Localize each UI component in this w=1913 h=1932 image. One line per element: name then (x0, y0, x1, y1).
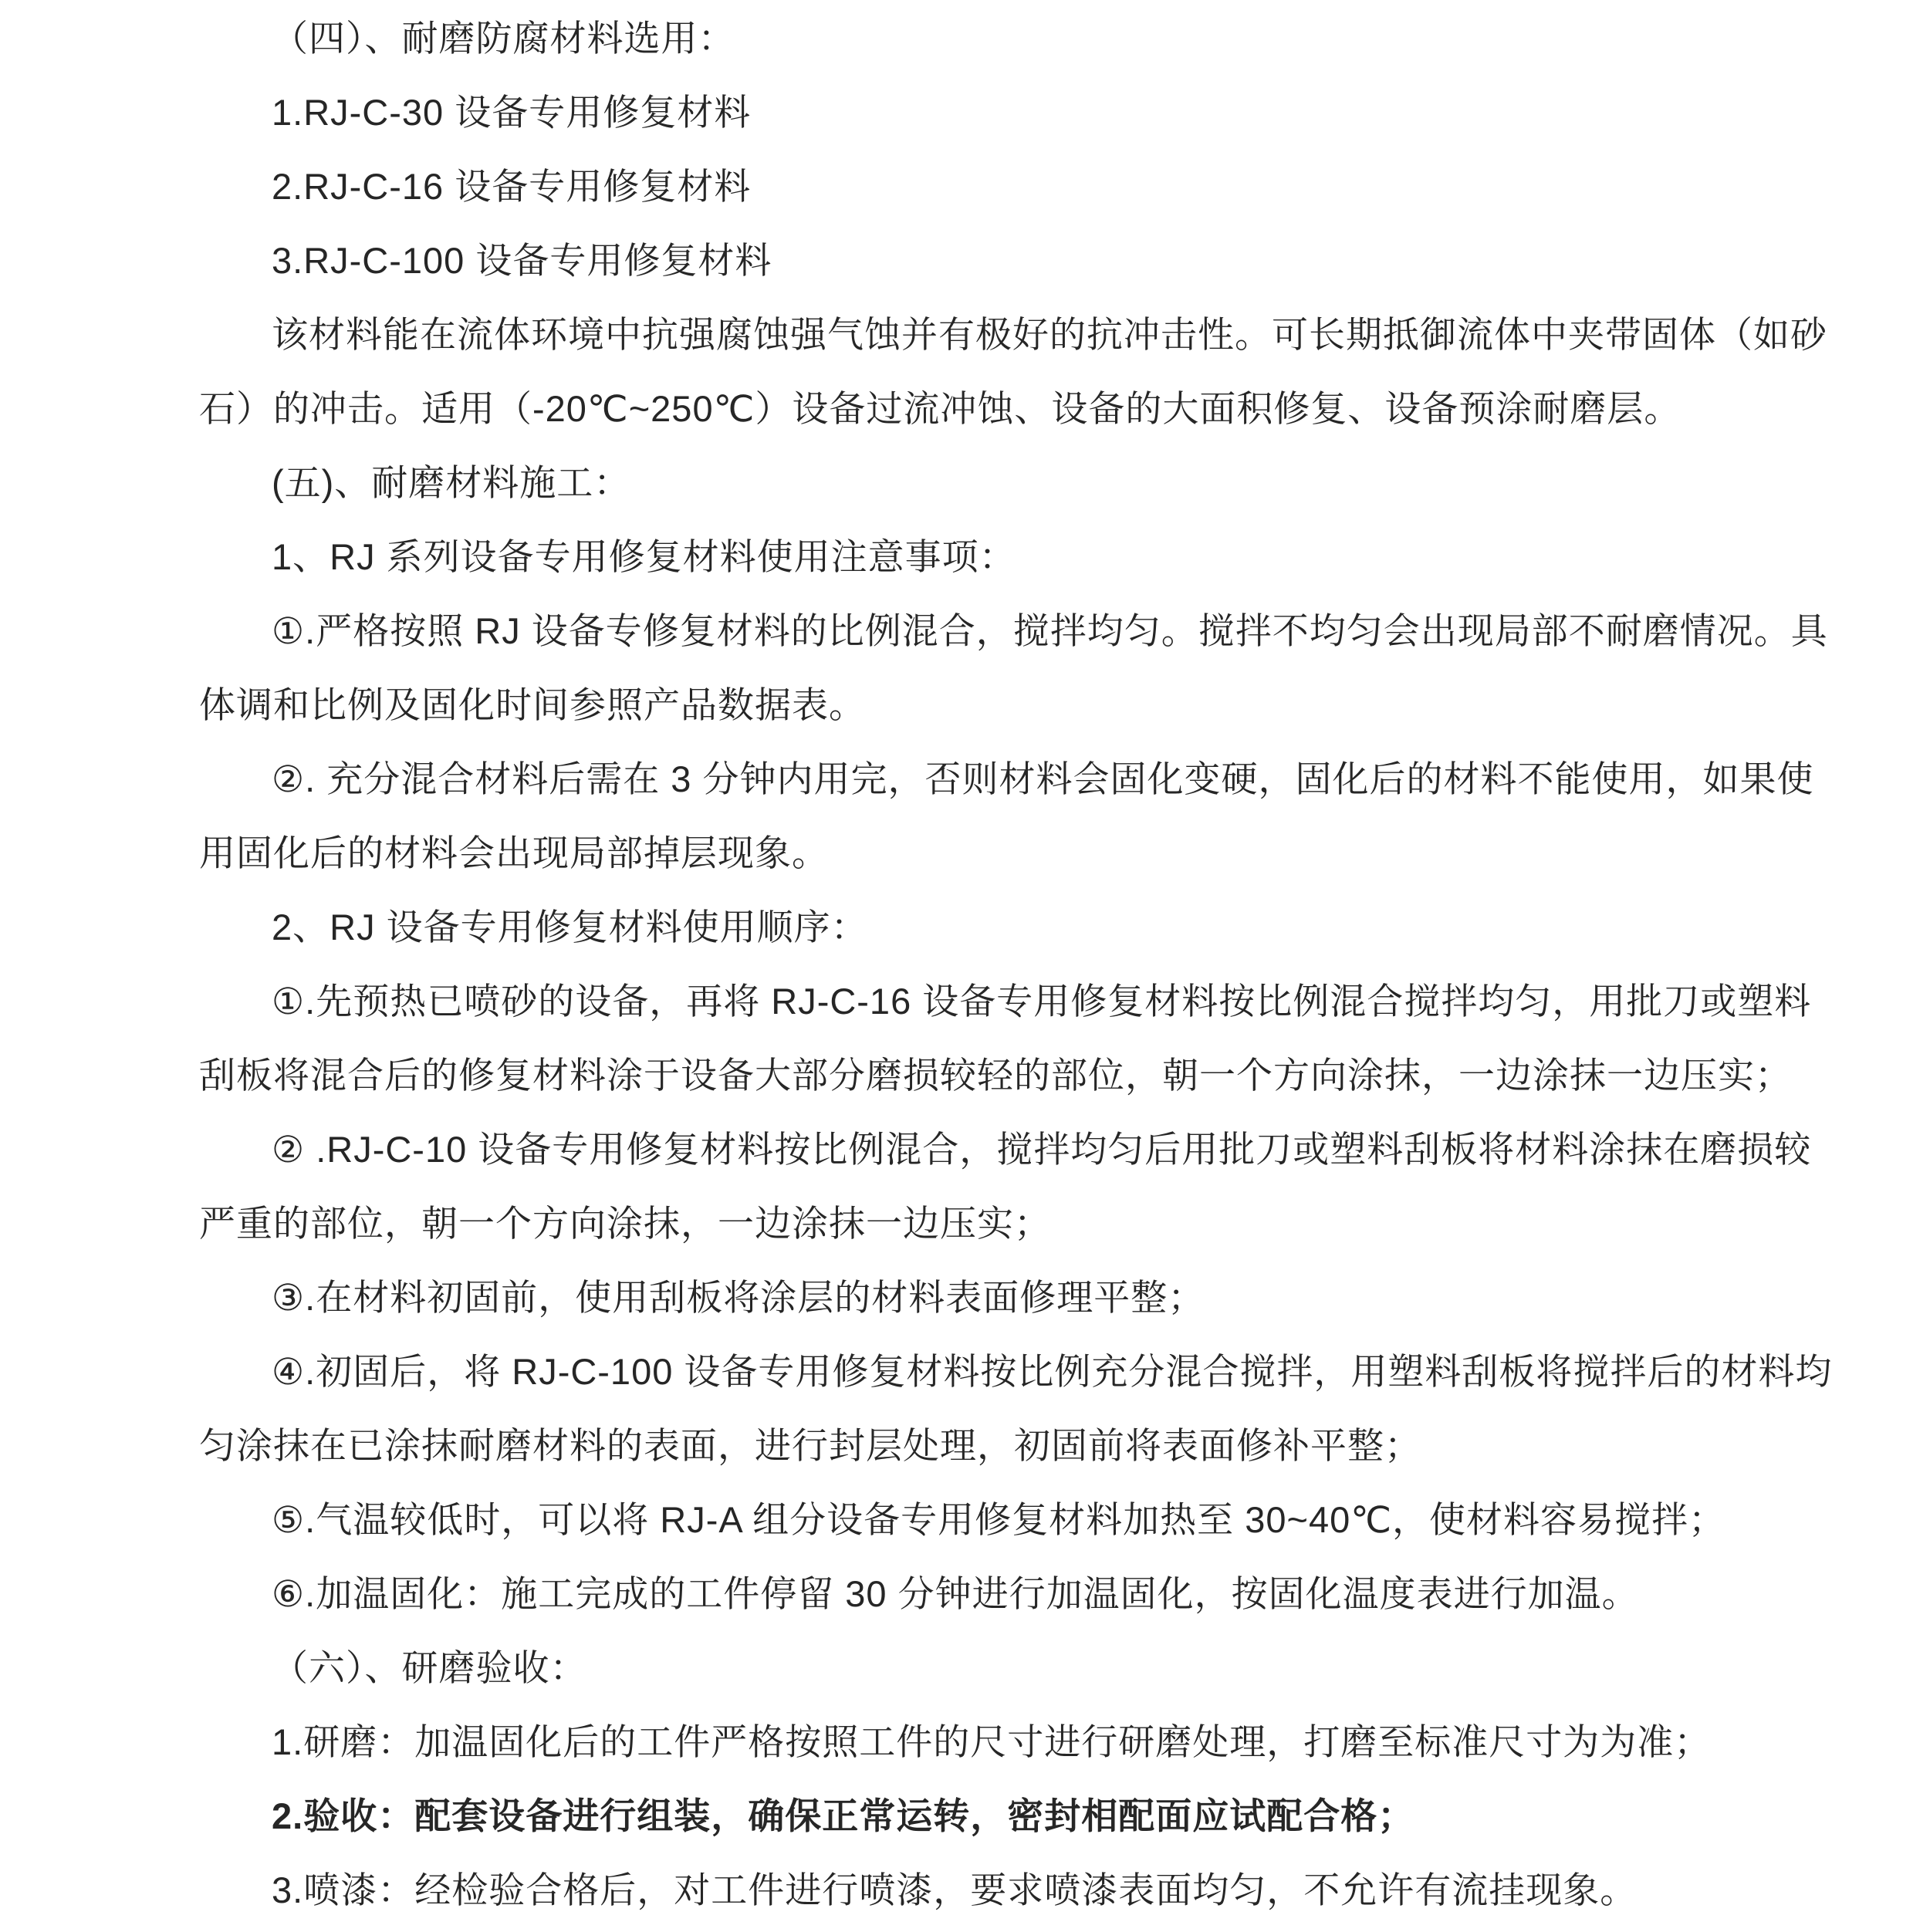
text-line: 2.RJ-C-16 设备专用修复材料 (272, 166, 752, 207)
text-line: ②. 充分混合材料后需在 3 分钟内用完，否则材料会固化变硬，固化后的材料不能使用，如果使 (272, 758, 1814, 799)
text-line: ④.初固后，将 RJ-C-100 设备专用修复材料按比例充分混合搅拌，用塑料刮板将搅拌后的材料均 (272, 1351, 1833, 1392)
text-line: 体调和比例及固化时间参照产品数据表。 (199, 684, 866, 725)
text-line: 匀涂抹在已涂抹耐磨材料的表面，进行封层处理，初固前将表面修补平整； (199, 1425, 1421, 1466)
text-line: ③.在材料初固前，使用刮板将涂层的材料表面修理平整； (272, 1277, 1205, 1318)
text-line: 3.喷漆：经检验合格后，对工件进行喷漆，要求喷漆表面均匀，不允许有流挂现象。 (272, 1870, 1638, 1910)
text-line: ①.先预热已喷砂的设备，再将 RJ-C-16 设备专用修复材料按比例混合搅拌均匀，用批刀或塑料 (272, 981, 1812, 1022)
text-line: ⑥.加温固化：施工完成的工件停留 30 分钟进行加温固化，按固化温度表进行加温。 (272, 1573, 1639, 1614)
text-line: (五)、耐磨材料施工： (272, 462, 631, 503)
text-line: 用固化后的材料会出现局部掉层现象。 (199, 833, 829, 873)
text-line: 1、RJ 系列设备专用修复材料使用注意事项： (272, 536, 1016, 577)
text-line: 该材料能在流体环境中抗强腐蚀强气蚀并有极好的抗冲击性。可长期抵御流体中夹带固体（如砂 (272, 314, 1827, 355)
text-line: 严重的部位，朝一个方向涂抹，一边涂抹一边压实； (199, 1203, 1051, 1244)
text-line: 石）的冲击。适用（-20℃~250℃）设备过流冲蚀、设备的大面积修复、设备预涂耐磨层。 (199, 388, 1681, 429)
text-line: ② .RJ-C-10 设备专用修复材料按比例混合，搅拌均匀后用批刀或塑料刮板将材料涂抹在磨损较 (272, 1129, 1812, 1170)
text-line: 刮板将混合后的修复材料涂于设备大部分磨损较轻的部位，朝一个方向涂抹，一边涂抹一边压实； (199, 1055, 1792, 1096)
text-line: 1.RJ-C-30 设备专用修复材料 (272, 92, 752, 133)
text-line: ⑤.气温较低时，可以将 RJ-A 组分设备专用修复材料加热至 30~40℃，使材料容易搅拌； (272, 1499, 1726, 1540)
text-line: ①.严格按照 RJ 设备专修复材料的比例混合，搅拌均匀。搅拌不均匀会出现局部不耐磨情况。具 (272, 610, 1828, 651)
text-line: 2、RJ 设备专用修复材料使用顺序： (272, 907, 868, 947)
text-line: （四）、耐磨防腐材料选用： (272, 18, 735, 59)
text-line: 1.研磨：加温固化后的工件严格按照工件的尺寸进行研磨处理，打磨至标准尺寸为为准； (272, 1721, 1712, 1762)
text-line: 2.验收：配套设备进行组装，确保正常运转，密封相配面应试配合格； (272, 1795, 1415, 1836)
text-line: （六）、研磨验收： (272, 1647, 587, 1688)
text-line: 3.RJ-C-100 设备专用修复材料 (272, 240, 772, 281)
